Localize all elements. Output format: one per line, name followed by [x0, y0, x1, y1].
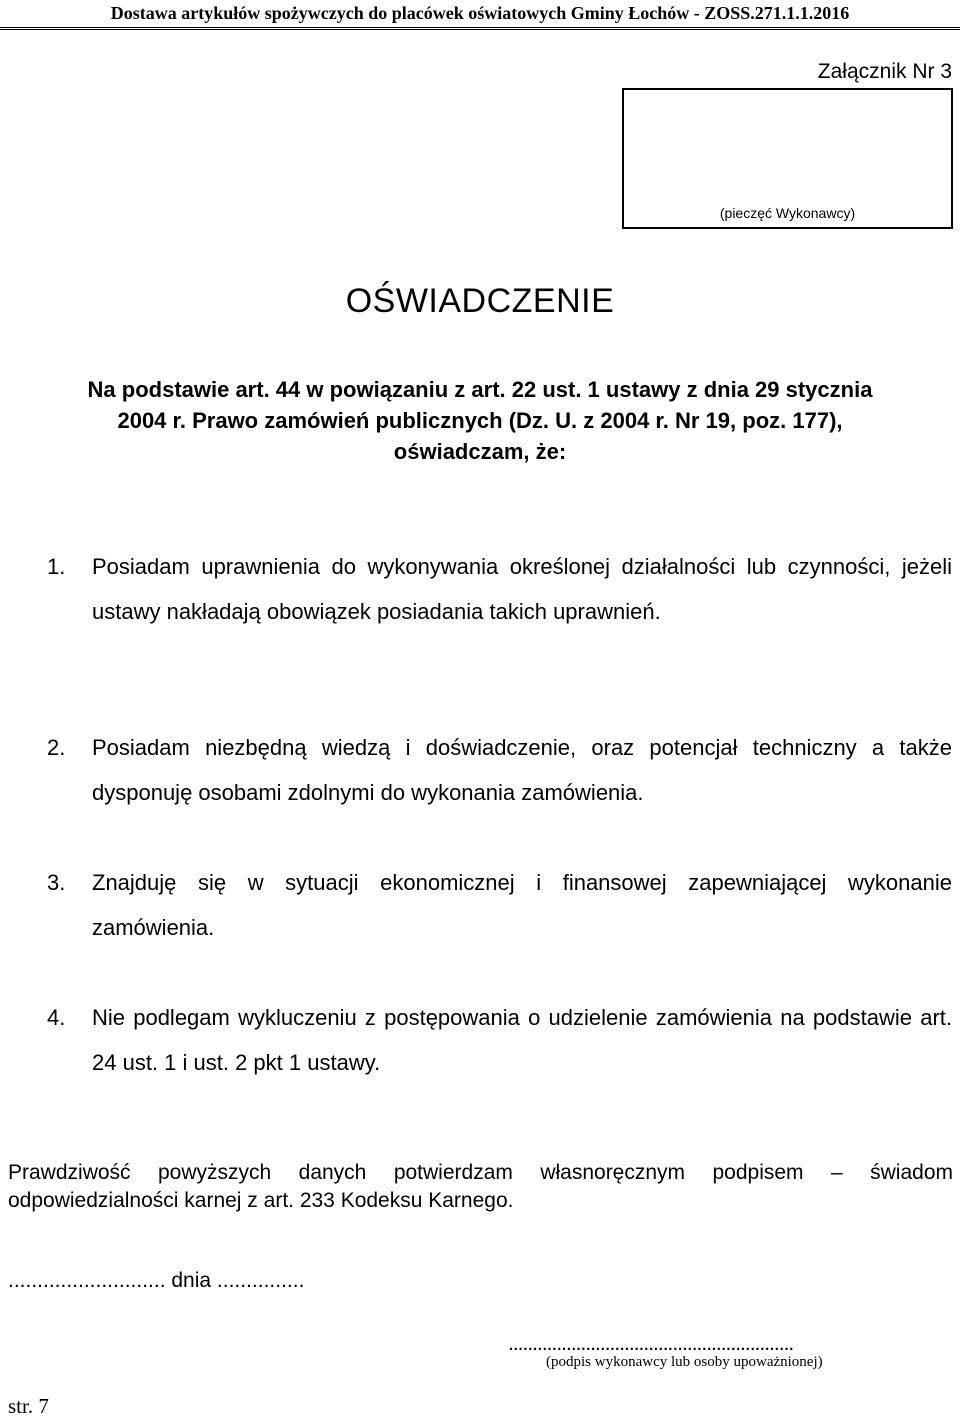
- document-header: Dostawa artykułów spożywczych do placówek oświatowych Gminy Łochów - ZOSS.271.1.1.2016: [0, 0, 960, 30]
- item-number: 3.: [47, 870, 66, 895]
- stamp-caption: (pieczęć Wykonawcy): [719, 205, 856, 221]
- legal-basis-line-2: 2004 r. Prawo zamówień publicznych (Dz. U. z 2004 r. Nr 19, poz. 177),: [117, 408, 843, 433]
- item-text: Nie podlegam wykluczeniu z postępowania o udzielenie zamówienia na podstawie art. 24 ust. 1 i ust. 2 pkt 1 ustawy.: [92, 1005, 952, 1075]
- signature-caption: (podpis wykonawcy lub osoby upoważnionej): [546, 1354, 823, 1370]
- statement-item-1: [47, 544, 952, 634]
- item-text: Posiadam niezbędną wiedzą i doświadczenie, oraz potencjał techniczny a także dysponuję osobami zdolnymi do wykonania zamówienia.: [92, 735, 952, 805]
- item-number: 1.: [47, 554, 66, 579]
- statement-item-3: [47, 860, 952, 950]
- stamp-box: [622, 88, 953, 229]
- signature-line: ...........................................................: [508, 1332, 794, 1355]
- item-text: Znajduję się w sytuacji ekonomicznej i finansowej zapewniającej wykonanie zamówienia.: [92, 870, 952, 940]
- place-date-line: ........................... dnia ...............: [8, 1269, 305, 1292]
- statement-item-4: [47, 995, 952, 1085]
- item-number: 4.: [47, 1005, 66, 1030]
- item-text: Posiadam uprawnienia do wykonywania określonej działalności lub czynności, jeżeli ustawy nakładają obowiązek posiadania takich uprawnień.: [92, 554, 952, 624]
- item-number: 2.: [47, 735, 66, 760]
- confirmation-text: Prawdziwość powyższych danych potwierdzam własnoręcznym podpisem – świadom odpowiedzialności karnej z art. 233 Kodeksu Karnego.: [8, 1161, 953, 1212]
- legal-basis-line-3: oświadczam, że:: [393, 439, 567, 464]
- legal-basis: [0, 374, 960, 467]
- statement-item-2: [47, 725, 952, 815]
- attachment-label: Załącznik Nr 3: [817, 60, 952, 83]
- page-number: str. 7: [8, 1394, 49, 1418]
- page-title: OŚWIADCZENIE: [345, 282, 615, 320]
- legal-basis-line-1: Na podstawie art. 44 w powiązaniu z art. 22 ust. 1 ustawy z dnia 29 stycznia: [87, 377, 873, 402]
